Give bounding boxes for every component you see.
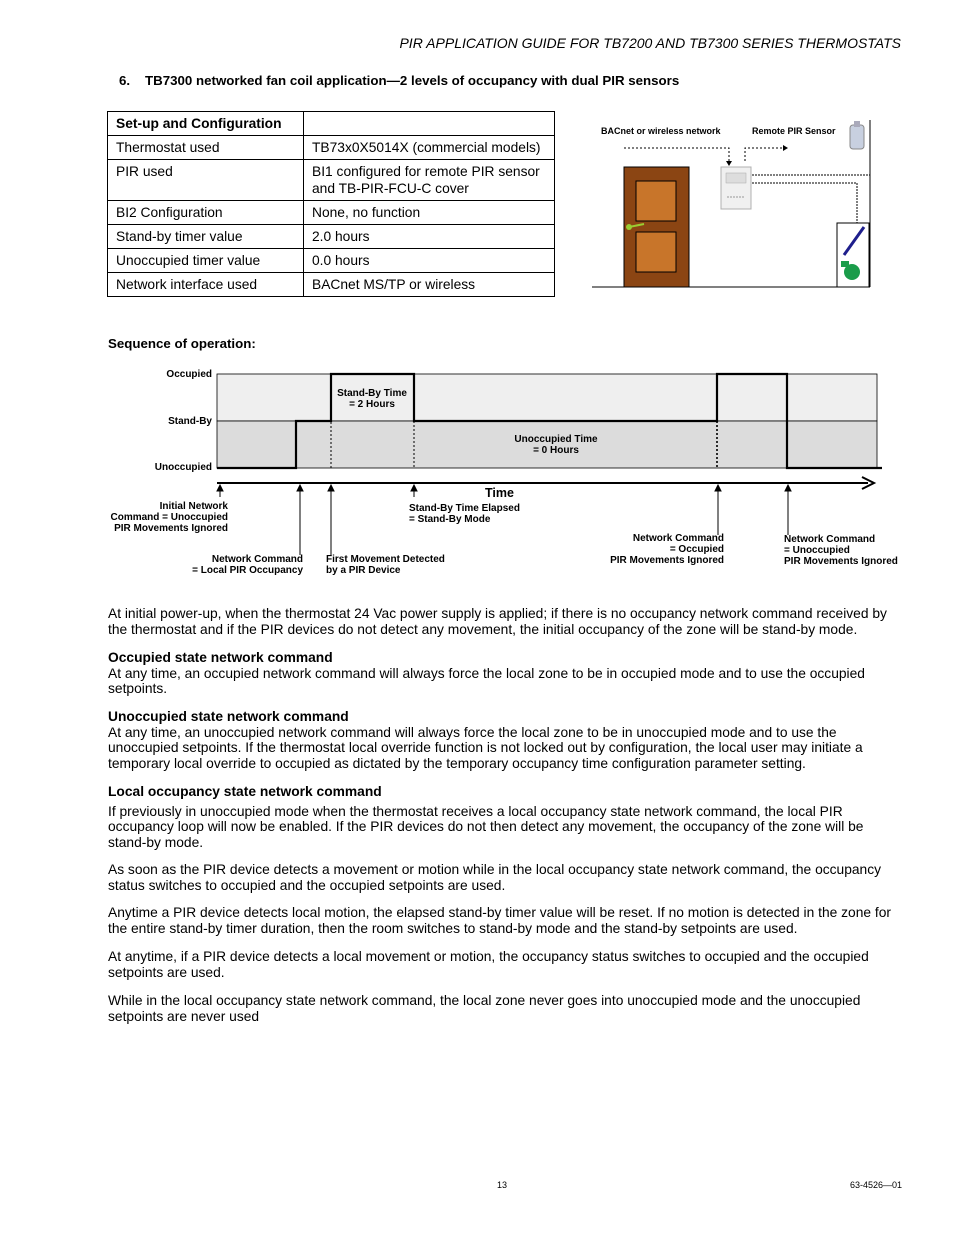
table-cell: None, no function [304, 201, 555, 225]
paragraph-unoccupied: At any time, an unoccupied network command will always force the local zone to be in unoccupied mode and to use the unoccupied setpoints. If the thermostat local override function is not locked out by configuration, the local user may initiate a temporary local override to occupied as dictated by the temporary occupancy time configuration parameter setting. [108, 724, 863, 771]
unoccupied-time-label: Unoccupied Time = 0 Hours [514, 434, 598, 456]
paragraph-local-1: If previously in unoccupied mode when the thermostat receives a local occupancy state network command, the local PIR occupancy loop will now be enabled. If the PIR devices do not then detect any movement, the occupancy of the zone will be stand-by mode. [108, 803, 864, 850]
table-cell: TB73x0X5014X (commercial models) [304, 136, 555, 160]
page-number: 13 [497, 1180, 508, 1190]
table-cell: BI1 configured for remote PIR sensor and TB-PIR-FCU-C cover [304, 160, 555, 201]
subheading-local: Local occupancy state network command [108, 784, 382, 799]
state-label-standby: Stand-By [168, 416, 212, 427]
pir-sensor-label: Remote PIR Sensor [752, 126, 836, 136]
room-diagram [592, 115, 882, 295]
section-number: 6. [119, 73, 131, 88]
subheading-occupied: Occupied state network command [108, 650, 333, 665]
occupied-section [108, 650, 903, 697]
document-number: 63-4526—01 [849, 1180, 902, 1190]
table-row [108, 160, 555, 201]
event-initial-label: Initial Network Command = Unoccupied PIR Movements Ignored [110, 501, 228, 534]
section-heading [119, 73, 679, 88]
table-cell: Thermostat used [108, 136, 304, 160]
network-line [624, 148, 729, 163]
time-axis-label: Time [485, 486, 514, 500]
table-cell: Unoccupied timer value [108, 249, 304, 273]
standby-time-label: Stand-By Time = 2 Hours [337, 388, 407, 410]
table-row [108, 225, 555, 249]
table-cell: BACnet MS/TP or wireless [304, 273, 555, 297]
paragraph-local-5: While in the local occupancy state network command, the local zone never goes into unoccupied mode and the unoccupied setpoints are never used [108, 993, 861, 1024]
table-cell: BI2 Configuration [108, 201, 304, 225]
table-row [108, 201, 555, 225]
unoccupied-section [108, 709, 903, 771]
occupied-band [217, 374, 877, 421]
table-header-row [108, 112, 555, 136]
table-cell: PIR used [108, 160, 304, 201]
table-row [108, 273, 555, 297]
pir-arrow [783, 145, 788, 151]
table-cell: Network interface used [108, 273, 304, 297]
state-label-unoccupied: Unoccupied [154, 462, 212, 473]
section-title: TB7300 networked fan coil application—2 levels of occupancy with dual PIR sensors [145, 73, 680, 88]
paragraph-local-4: At anytime, if a PIR device detects a local movement or motion, the occupancy status switches to occupied and the occupied setpoints are used. [108, 949, 869, 980]
bacnet-label: BACnet or wireless network [601, 126, 721, 136]
subheading-unoccupied: Unoccupied state network command [108, 709, 349, 724]
event-local-label: Network Command = Local PIR Occupancy [192, 554, 303, 576]
door-panel-top [636, 181, 676, 221]
table-header-cell: Set-up and Configuration [108, 112, 304, 136]
network-arrow [726, 161, 732, 166]
page-header: PIR APPLICATION GUIDE FOR TB7200 AND TB7300 SERIES THERMOSTATS [399, 35, 901, 51]
pir-sensor-icon [850, 125, 864, 149]
table-cell: Stand-by timer value [108, 225, 304, 249]
table-cell: 0.0 hours [304, 249, 555, 273]
sequence-title: Sequence of operation: [108, 336, 256, 351]
table-row [108, 136, 555, 160]
table-row [108, 249, 555, 273]
event-unoccupied-label: Network Command = Unoccupied PIR Movements Ignored [784, 534, 898, 567]
state-label-occupied: Occupied [166, 369, 212, 380]
local-section [108, 784, 903, 850]
event-occupied-label: Network Command = Occupied PIR Movements Ignored [610, 533, 724, 566]
event-elapsed-label: Stand-By Time Elapsed = Stand-By Mode [409, 503, 520, 525]
event-first-movement-label: First Movement Detected by a PIR Device [326, 554, 445, 576]
paragraph-intro: At initial power-up, when the thermostat 24 Vac power supply is applied; if there is no occupancy network command received by the thermostat and if the PIR devices do not detect any movement, the initial occupancy of the zone will be stand-by mode. [108, 606, 887, 637]
paragraph-local-2: As soon as the PIR device detects a movement or motion while in the local occupancy state network command, the occupancy status switches to occupied and the occupied setpoints are used. [108, 862, 882, 893]
pir-line [745, 148, 784, 161]
table-cell: 2.0 hours [304, 225, 555, 249]
table-header-cell [304, 112, 555, 136]
paragraph-occupied: At any time, an occupied network command will always force the local zone to be in occupied mode and to use the occupied setpoints. [108, 665, 865, 697]
paragraph-local-3: Anytime a PIR device detects local motion, the elapsed stand-by timer value will be reset. If no motion is detected in the zone for the entire stand-by timer duration, then the room switches to stand-by mode and the stand-by setpoints are used. [108, 905, 891, 936]
door-panel-bottom [636, 232, 676, 272]
config-table [107, 111, 555, 297]
